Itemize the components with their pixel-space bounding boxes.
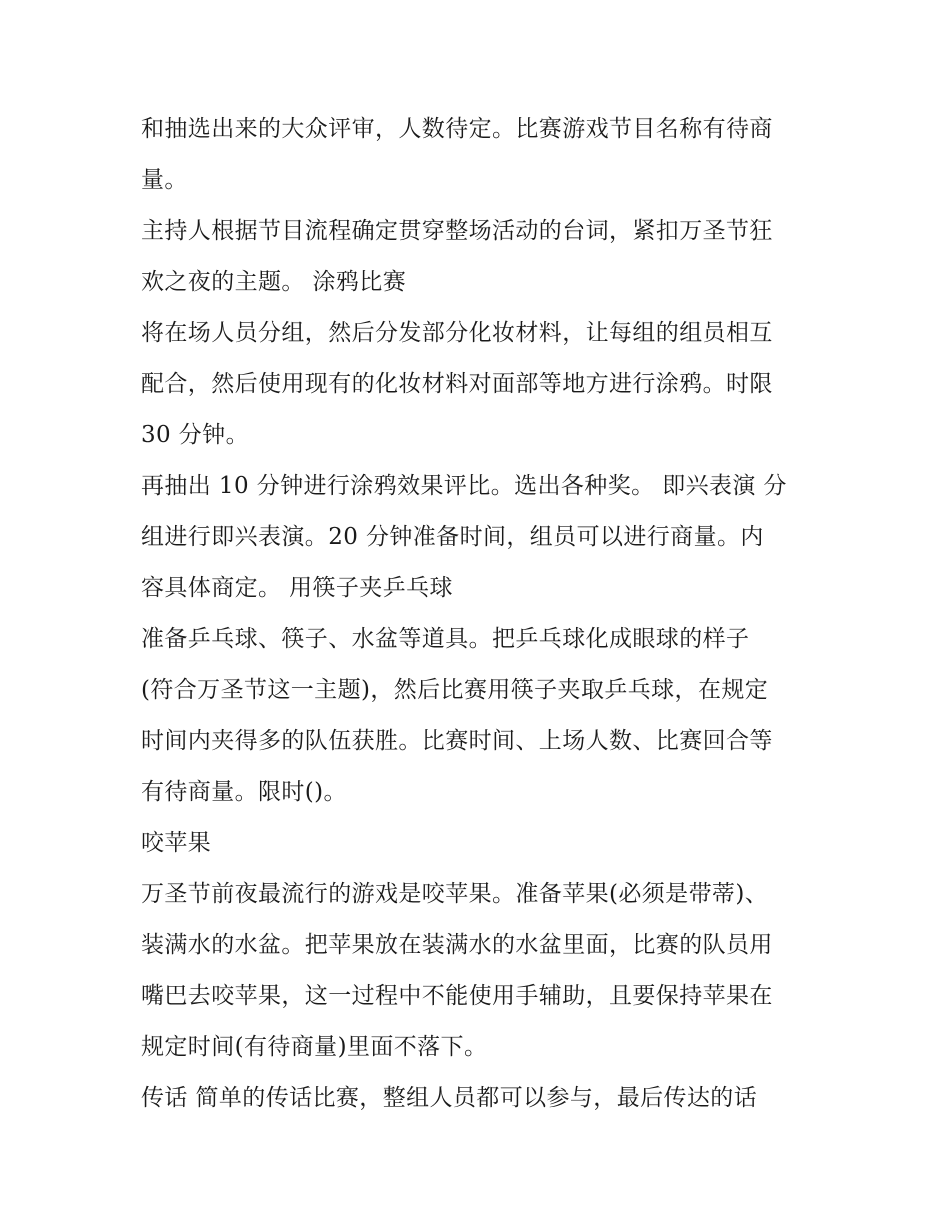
text-line: 将在场人员分组，然后分发部分化妆材料，让每组的组员相互 — [141, 320, 773, 346]
text-line: 时间内夹得多的队伍获胜。比赛时间、上场人数、比赛回合等 — [141, 728, 773, 754]
text-line: 主持人根据节目流程确定贯穿整场活动的台词，紧扣万圣节狂 — [141, 218, 773, 244]
text-line: 传话 简单的传话比赛，整组人员都可以参与，最后传达的话 — [141, 1085, 758, 1111]
text-line: 万圣节前夜最流行的游戏是咬苹果。准备苹果(必须是带蒂)、 — [141, 881, 769, 907]
text-line: (符合万圣节这一主题)，然后比赛用筷子夹取乒乓球，在规定 — [141, 677, 769, 703]
text-line: 规定时间(有待商量)里面不落下。 — [141, 1034, 488, 1060]
text-line: 装满水的水盆。把苹果放在装满水的水盆里面，比赛的队员用 — [141, 932, 773, 958]
text-line: 咬苹果 — [141, 830, 212, 856]
text-line: 准备乒乓球、筷子、水盆等道具。把乒乓球化成眼球的样子 — [141, 626, 750, 652]
text-line: 嘴巴去咬苹果，这一过程中不能使用手辅助，且要保持苹果在 — [141, 983, 773, 1009]
text-line: 和抽选出来的大众评审，人数待定。比赛游戏节目名称有待商 — [141, 116, 773, 142]
text-line: 有待商量。限时()。 — [141, 779, 347, 805]
text-line: 再抽出 10 分钟进行涂鸦效果评比。选出各种奖。 即兴表演 分 — [141, 473, 787, 499]
document-body — [141, 104, 821, 1124]
text-line: 30 分钟。 — [141, 422, 249, 448]
text-line: 容具体商定。 用筷子夹乒乓球 — [141, 575, 453, 601]
text-line: 配合，然后使用现有的化妆材料对面部等地方进行涂鸦。时限 — [141, 371, 773, 397]
text-line: 欢之夜的主题。 涂鸦比赛 — [141, 269, 407, 295]
text-line: 量。 — [141, 167, 188, 193]
text-line: 组进行即兴表演。20 分钟准备时间，组员可以进行商量。内 — [141, 524, 764, 550]
